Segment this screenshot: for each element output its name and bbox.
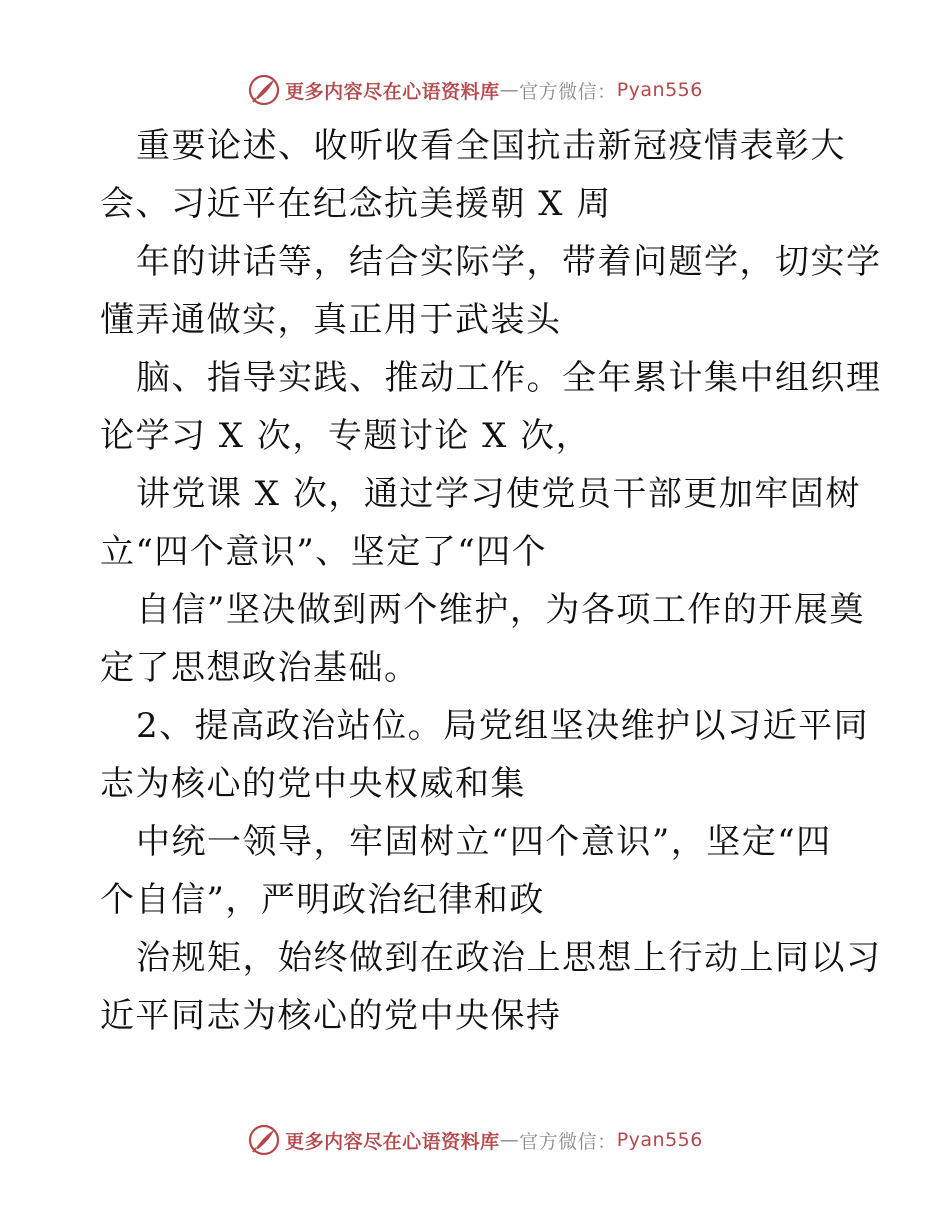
text-line: 立“四个意识”、坚定了“四个 xyxy=(100,532,548,572)
document-body xyxy=(100,117,882,1045)
text-line: 中统一领导，牢固树立“四个意识”，坚定“四 xyxy=(136,822,832,862)
text-line: 自信”坚决做到两个维护，为各项工作的开展奠 xyxy=(136,590,865,630)
text-line: 2、提高政治站位。局党组坚决维护以习近平同 xyxy=(136,706,870,746)
watermark-separator: — xyxy=(499,79,520,101)
text-line: 近平同志为核心的党中央保持 xyxy=(100,996,562,1036)
text-line: 会、习近平在纪念抗美援朝 X 周 xyxy=(100,184,612,224)
text-line: 年的讲话等，结合实际学，带着问题学，切实学 xyxy=(136,242,882,282)
watermark-label: 官方微信： xyxy=(519,80,617,103)
footer-watermark xyxy=(0,1120,950,1160)
text-line: 讲党课 X 次，通过学习使党员干部更加牢固树 xyxy=(136,474,861,514)
watermark-brand: 更多内容尽在心语资料库 xyxy=(285,1130,500,1153)
watermark-id: Pyan556 xyxy=(616,1129,703,1151)
text-line: 定了思想政治基础。 xyxy=(100,648,420,688)
text-line: 论学习 X 次，专题讨论 X 次， xyxy=(100,416,592,456)
text-line: 脑、指导实践、推动工作。全年累计集中组织理 xyxy=(136,358,882,398)
text-line: 重要论述、收听收看全国抗击新冠疫情表彰大 xyxy=(136,126,846,166)
watermark-label: 官方微信： xyxy=(519,1130,617,1153)
watermark-separator: — xyxy=(499,1129,520,1151)
watermark-id: Pyan556 xyxy=(616,79,703,101)
watermark-brand: 更多内容尽在心语资料库 xyxy=(285,80,500,103)
text-line: 懂弄通做实，真正用于武装头 xyxy=(100,300,562,340)
text-line: 治规矩，始终做到在政治上思想上行动上同以习 xyxy=(136,938,882,978)
text-line: 个自信”，严明政治纪律和政 xyxy=(100,880,545,920)
quill-pen-icon xyxy=(247,73,281,107)
quill-pen-icon xyxy=(247,1123,281,1157)
text-line: 志为核心的党中央权威和集 xyxy=(100,764,526,804)
header-watermark xyxy=(0,70,950,110)
